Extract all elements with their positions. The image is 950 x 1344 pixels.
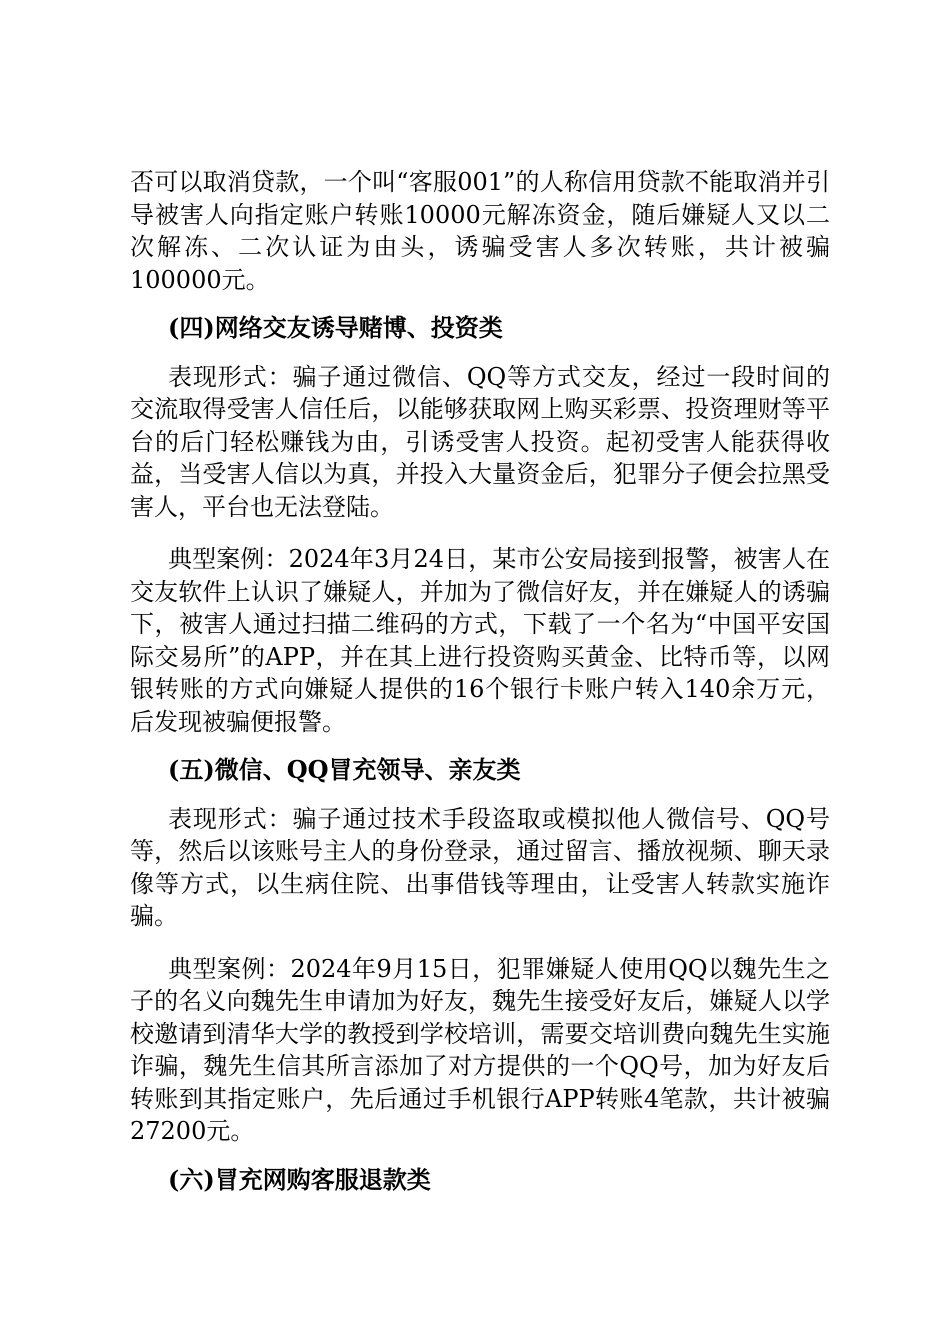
- paragraph-5-form: 表现形式：骗子通过技术手段盗取或模拟他人微信号、QQ号等，然后以该账号主人的身份登录，通过留言、播放视频、聊天录像等方式，以生病住院、出事借钱等理由，让受害人转款实施诈骗。: [130, 804, 830, 930]
- paragraph-4-form: 表现形式：骗子通过微信、QQ等方式交友，经过一段时间的交流取得受害人信任后，以能够获取网上购买彩票、投资理财等平台的后门轻松赚钱为由，引诱受害人投资。起初受害人能获得收益，当受害人信以为真，并投入大量资金后，犯罪分子便会拉黑受害人，平台也无法登陆。: [130, 362, 830, 521]
- section-heading-4: (四)网络交友诱导赌博、投资类: [168, 313, 503, 342]
- paragraph-5-case: 典型案例：2024年9月15日，犯罪嫌疑人使用QQ以魏先生之子的名义向魏先生申请加为好友，魏先生接受好友后，嫌疑人以学校邀请到清华大学的教授到学校培训，需要交培训费向魏先生实施诈骗，魏先生信其所言添加了对方提供的一个QQ号，加为好友后转账到其指定账户，先后通过手机银行APP转账4笔款，共计被骗27200元。: [130, 954, 830, 1145]
- paragraph-loan-case-end: 否可以取消贷款，一个叫“客服001”的人称信用贷款不能取消并引导被害人向指定账户转账10000元解冻资金，随后嫌疑人又以二次解冻、二次认证为由头，诱骗受害人多次转账，共计被骗100000元。: [130, 168, 830, 294]
- paragraph-4-case: 典型案例：2024年3月24日，某市公安局接到报警，被害人在交友软件上认识了嫌疑人，并加为了微信好友，并在嫌疑人的诱骗下，被害人通过扫描二维码的方式，下载了一个名为“中国平安国际交易所”的APP，并在其上进行投资购买黄金、比特币等，以网银转账的方式向嫌疑人提供的16个银行卡账户转入140余万元，后发现被骗便报警。: [130, 545, 830, 736]
- document-page: [130, 166, 830, 1196]
- section-heading-6: (六)冒充网购客服退款类: [168, 1164, 431, 1194]
- section-heading-5: (五)微信、QQ冒充领导、亲友类: [168, 755, 521, 784]
